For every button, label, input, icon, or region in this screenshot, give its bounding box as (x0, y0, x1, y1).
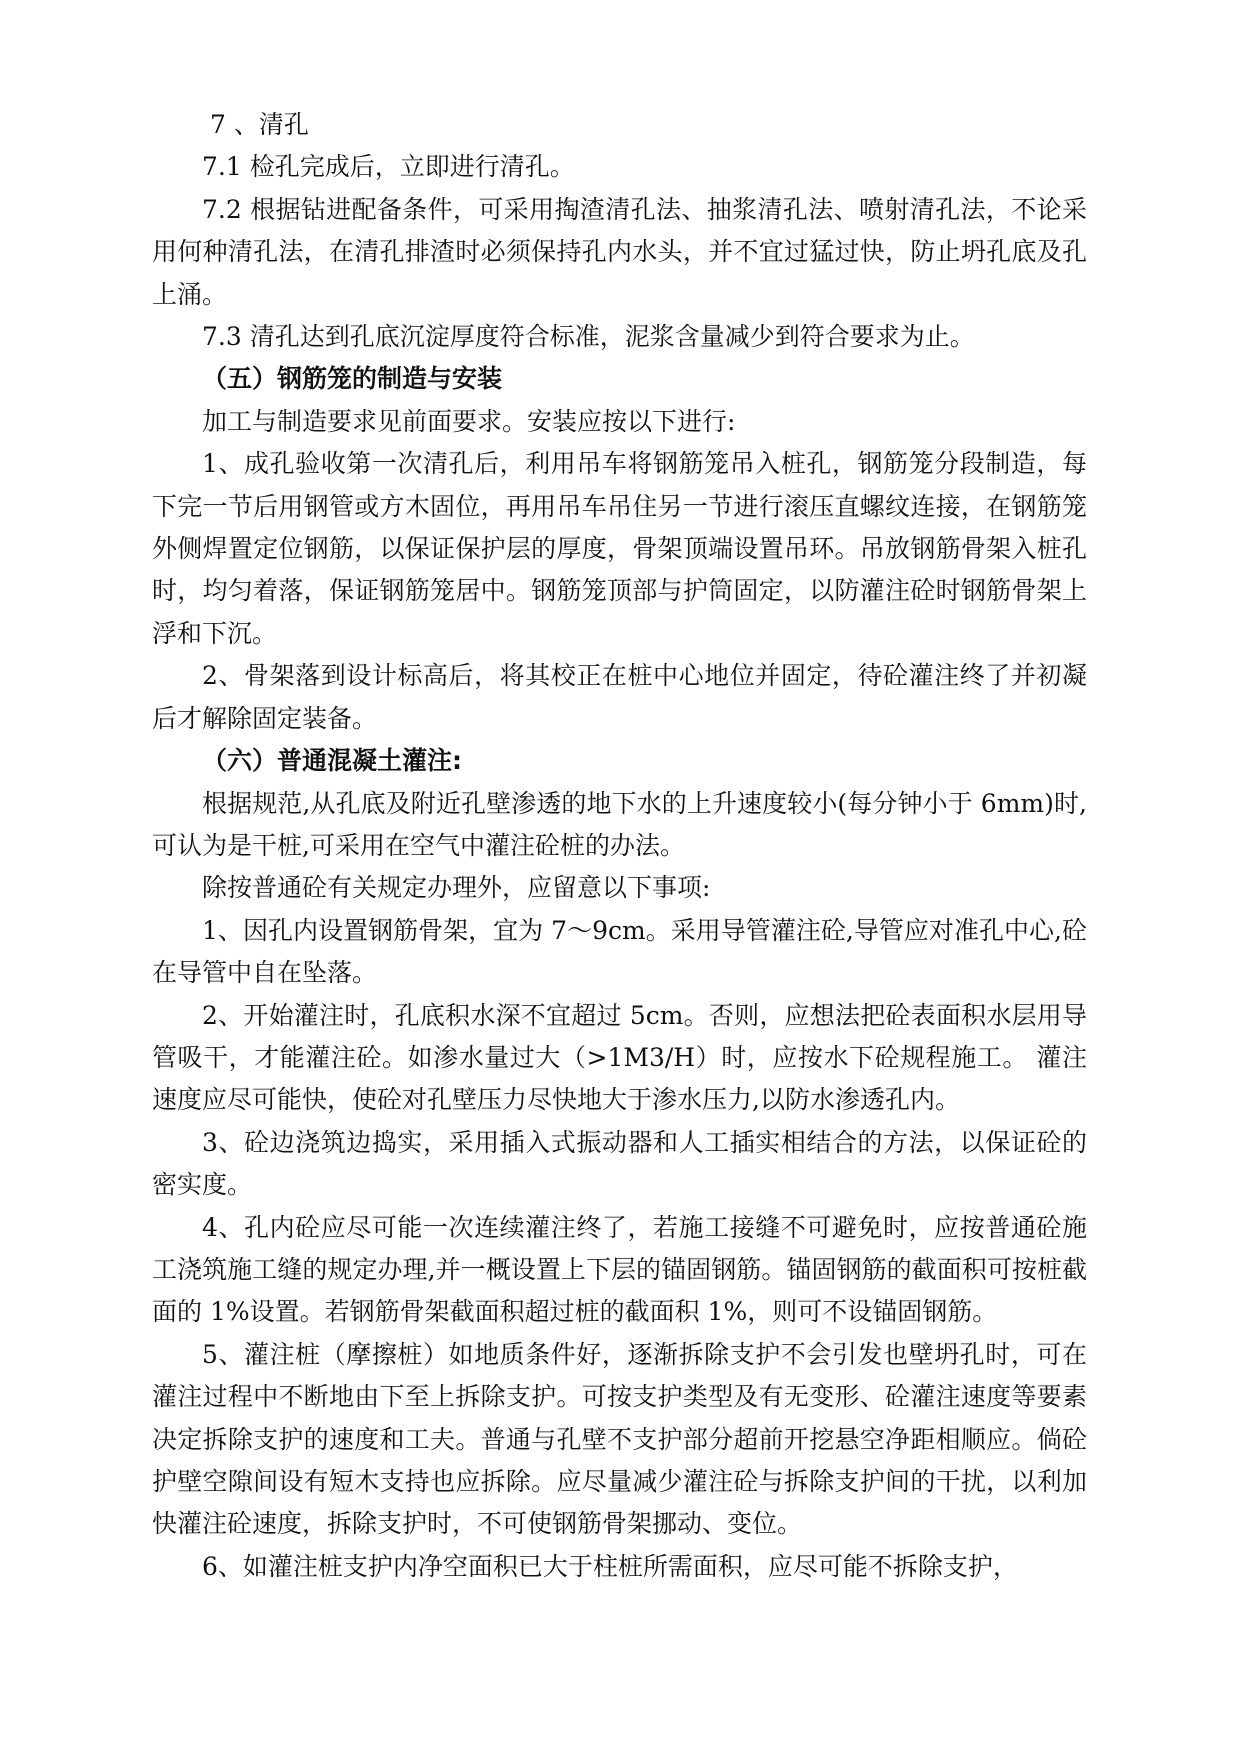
paragraph-pour-4: 4、孔内砼应尽可能一次连续灌注终了，若施工接缝不可避免时，应按普通砼施工浇筑施工缝的规定办理,并一概设置上下层的锚固钢筋。锚固钢筋的截面积可按桩截面的 1%设置。若钢筋骨架截面积超过桩的截面积 1%，则可不设锚固钢筋。 (152, 1212, 1087, 1327)
paragraph-pour-6: 6、如灌注桩支护内净空面积已大于柱桩所需面积，应尽可能不拆除支护， (202, 1551, 1018, 1581)
paragraph-pour-2: 2、开始灌注时，孔底积水深不宜超过 5cm。否则，应想法把砼表面积水层用导管吸干，才能灌注砼。如渗水量过大（>1M3/H）时，应按水下砼规程施工。 灌注速度应尽可能快，使砼对孔壁压力尽快地大于渗水压力,以防水渗透孔内。 (152, 1000, 1087, 1115)
paragraph-notes-intro: 除按普通砼有关规定办理外，应留意以下事项: (202, 873, 711, 903)
document-page (152, 104, 1087, 1588)
paragraph-7-2: 7.2 根据钻进配备条件，可采用掏渣清孔法、抽浆清孔法、喷射清孔法，不论采用何种清孔法，在清孔排渣时必须保持孔内水头，并不宜过猛过快，防止坍孔底及孔上涌。 (152, 194, 1087, 309)
paragraph-cage-1: 1、成孔验收第一次清孔后，利用吊车将钢筋笼吊入桩孔，钢筋笼分段制造，每下完一节后用钢管或方木固位，再用吊车吊住另一节进行滚压直螺纹连接，在钢筋笼外侧焊置定位钢筋，以保证保护层的厚度，骨架顶端设置吊环。吊放钢筋骨架入桩孔时，均匀着落，保证钢筋笼居中。钢筋笼顶部与护筒固定，以防灌注砼时钢筋骨架上浮和下沉。 (152, 449, 1087, 648)
paragraph-pour-5: 5、灌注桩（摩擦桩）如地质条件好，逐渐拆除支护不会引发也壁坍孔时，可在灌注过程中不断地由下至上拆除支护。可按支护类型及有无变形、砼灌注速度等要素决定拆除支护的速度和工夫。普通与孔壁不支护部分超前开挖悬空净距相顺应。倘砼护壁空隙间设有短木支持也应拆除。应尽量减少灌注砼与拆除支护间的干扰，以利加快灌注砼速度，拆除支护时，不可使钢筋骨架挪动、变位。 (152, 1339, 1087, 1539)
paragraph-processing-intro: 加工与制造要求见前面要求。安装应按以下进行: (202, 406, 736, 436)
paragraph-7-1: 7.1 检孔完成后，立即进行清孔。 (202, 152, 575, 182)
paragraph-7-3: 7.3 清孔达到孔底沉淀厚度符合标准，泥浆含量减少到符合要求为止。 (202, 322, 975, 352)
paragraph-pour-1: 1、因孔内设置钢筋骨架，宜为 7～9cm。采用导管灌注砼,导管应对准孔中心,砼在导管中自在坠落。 (152, 915, 1087, 988)
section-title-qingkong: 7 、清孔 (210, 110, 309, 139)
heading-section-5: （五）钢筋笼的制造与安装 (202, 364, 503, 394)
paragraph-spec-intro: 根据规范,从孔底及附近孔壁渗透的地下水的上升速度较小(每分钟小于 6mm)时,可认为是干桩,可采用在空气中灌注砼桩的办法。 (152, 788, 1087, 860)
paragraph-cage-2: 2、骨架落到设计标高后，将其校正在桩中心地位并固定，待砼灌注终了并初凝后才解除固定装备。 (152, 661, 1087, 733)
paragraph-pour-3: 3、砼边浇筑边捣实，采用插入式振动器和人工插实相结合的方法，以保证砼的密实度。 (152, 1127, 1087, 1200)
heading-section-6: （六）普通混凝土灌注: (202, 746, 462, 776)
